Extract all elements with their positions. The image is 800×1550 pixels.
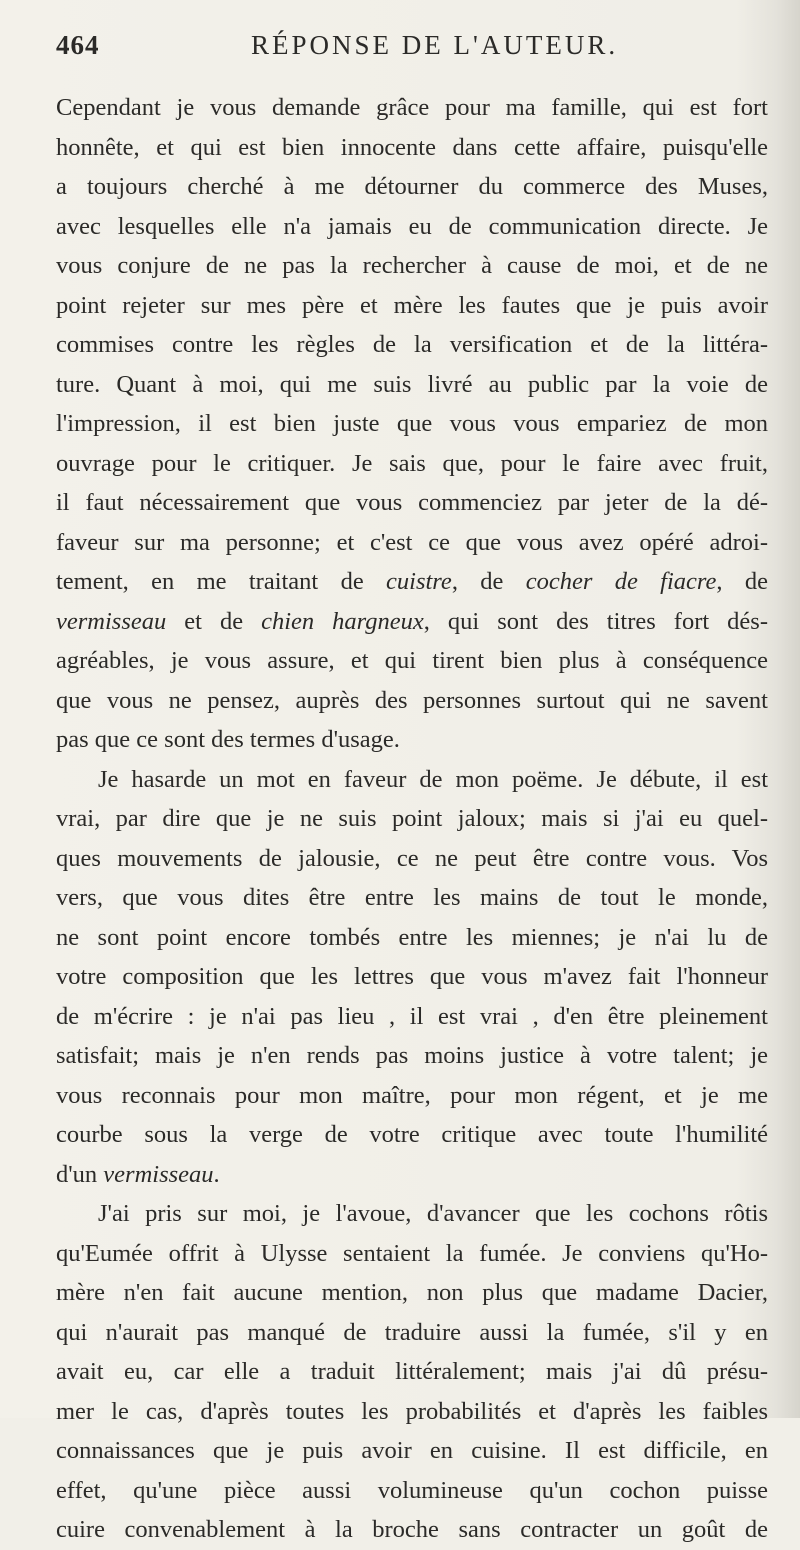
text-line: J'ai pris sur moi, je l'avoue, d'avancer que les cochons rôtis bbox=[98, 1200, 768, 1227]
text-line: honnête, et qui est bien innocente dans cette affaire, puisqu'elle bbox=[56, 133, 768, 161]
text-line: il faut nécessairement que vous commenciez par jeter de la dé- bbox=[56, 489, 768, 516]
body-text bbox=[56, 88, 768, 1550]
text-line: connaissances que je puis avoir en cuisine. Il est difficile, en bbox=[56, 1437, 768, 1464]
text-segment: et de bbox=[166, 607, 262, 635]
text-line: ne sont point encore tombés entre les miennes; je n'ai lu de bbox=[56, 923, 768, 951]
text-line: faveur sur ma personne; et c'est ce que vous avez opéré adroi- bbox=[56, 528, 768, 556]
text-segment: . bbox=[213, 1160, 220, 1188]
text-line: effet, qu'une pièce aussi volumineuse qu'un cochon puisse bbox=[56, 1476, 768, 1504]
text-line: l'impression, il est bien juste que vous vous empariez de mon bbox=[56, 410, 768, 437]
text-line: mère n'en fait aucune mention, non plus que madame Dacier, bbox=[56, 1279, 768, 1306]
text-line: ouvrage pour le critiquer. Je sais que, pour le faire avec fruit, bbox=[56, 449, 768, 477]
text-line: avait eu, car elle a traduit littéralement; mais j'ai dû présu- bbox=[56, 1358, 768, 1385]
text-line: pas que ce sont des termes d'usage. bbox=[56, 726, 400, 753]
text-line: votre composition que les lettres que vous m'avez fait l'honneur bbox=[56, 963, 768, 990]
text-line: mer le cas, d'après toutes les probabilités et d'après les faibles bbox=[56, 1397, 768, 1425]
text-line: agréables, je vous assure, et qui tirent bien plus à conséquence bbox=[56, 647, 768, 674]
text-line: courbe sous la verge de votre critique avec toute l'humilité bbox=[56, 1121, 768, 1148]
italic-phrase: vermisseau bbox=[103, 1160, 214, 1188]
text-line: Je hasarde un mot en faveur de mon poëme. Je débute, il est bbox=[98, 765, 768, 793]
text-line: ques mouvements de jalousie, ce ne peut être contre vous. Vos bbox=[56, 844, 768, 872]
text-line bbox=[56, 602, 768, 642]
page-header bbox=[56, 30, 766, 70]
text-segment: d'un bbox=[56, 1160, 104, 1188]
text-line: avec lesquelles elle n'a jamais eu de communication directe. Je bbox=[56, 212, 768, 240]
text-line: de m'écrire : je n'ai pas lieu , il est vrai , d'en être pleinement bbox=[56, 1002, 768, 1030]
text-line: que vous ne pensez, auprès des personnes surtout qui ne savent bbox=[56, 686, 768, 714]
text-segment: , qui sont des titres fort dés- bbox=[423, 607, 768, 635]
text-line: cuire convenablement à la broche sans contracter un goût de bbox=[56, 1516, 768, 1543]
italic-phrase: cuistre bbox=[386, 568, 452, 595]
text-line: qu'Eumée offrit à Ulysse sentaient la fumée. Je conviens qu'Ho- bbox=[56, 1239, 768, 1267]
italic-phrase: chien hargneux bbox=[261, 607, 424, 635]
text-segment: , de bbox=[716, 568, 769, 595]
text-line: a toujours cherché à me détourner du commerce des Muses, bbox=[56, 173, 768, 200]
text-line: satisfait; mais je n'en rends pas moins justice à votre talent; je bbox=[56, 1042, 768, 1069]
text-segment: , de bbox=[451, 568, 526, 595]
italic-phrase: vermisseau bbox=[56, 607, 167, 635]
text-segment: tement, en me traitant de bbox=[56, 568, 387, 595]
text-line: ture. Quant à moi, qui me suis livré au public par la voie de bbox=[56, 370, 768, 398]
text-line: qui n'aurait pas manqué de traduire aussi la fumée, s'il y en bbox=[56, 1318, 768, 1346]
text-line: vous conjure de ne pas la rechercher à cause de moi, et de ne bbox=[56, 252, 768, 279]
text-line bbox=[56, 562, 768, 602]
running-head: RÉPONSE DE L'AUTEUR. bbox=[251, 30, 619, 60]
text-line: point rejeter sur mes père et mère les fautes que je puis avoir bbox=[56, 291, 768, 319]
text-line bbox=[56, 1155, 768, 1195]
text-line: vrai, par dire que je ne suis point jaloux; mais si j'ai eu quel- bbox=[56, 805, 768, 832]
text-line: vous reconnais pour mon maître, pour mon régent, et je me bbox=[56, 1081, 768, 1109]
text-line: Cependant je vous demande grâce pour ma famille, qui est fort bbox=[56, 94, 768, 121]
page-number: 464 bbox=[56, 30, 100, 60]
text-line: vers, que vous dites être entre les mains de tout le monde, bbox=[56, 884, 768, 911]
italic-phrase: cocher de fiacre bbox=[525, 568, 717, 595]
text-line: commises contre les règles de la versification et de la littéra- bbox=[56, 331, 768, 358]
